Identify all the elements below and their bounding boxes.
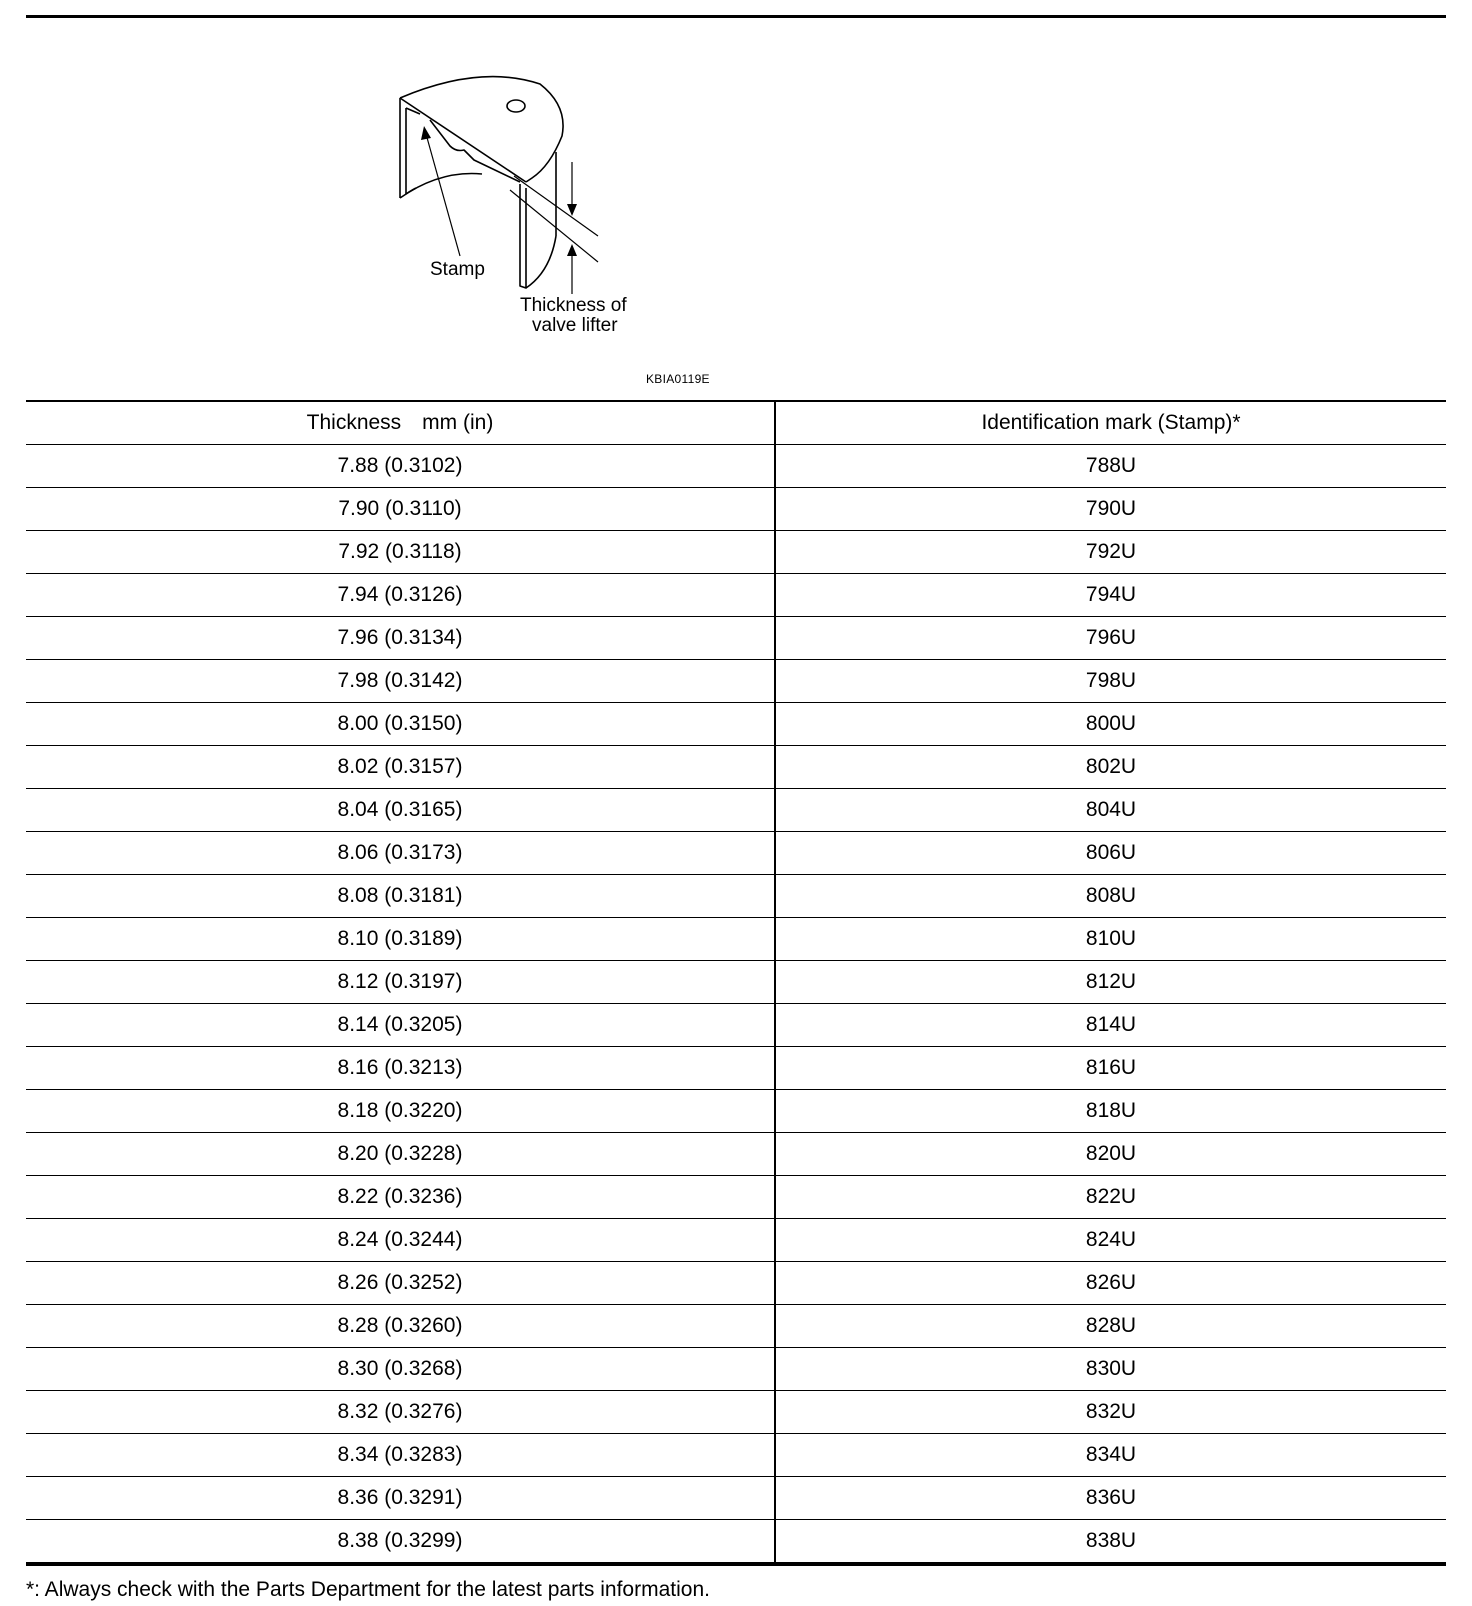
thickness-cell: 8.38 (0.3299) bbox=[26, 1520, 775, 1565]
valve-lifter-figure bbox=[390, 66, 660, 356]
thickness-cell: 8.06 (0.3173) bbox=[26, 832, 775, 875]
identification-mark-cell: 830U bbox=[775, 1348, 1446, 1391]
table-row bbox=[26, 1219, 1446, 1262]
top-rule bbox=[26, 15, 1446, 18]
identification-mark-cell: 800U bbox=[775, 703, 1446, 746]
thickness-cell: 8.20 (0.3228) bbox=[26, 1133, 775, 1176]
table-row bbox=[26, 445, 1446, 488]
identification-mark-cell: 816U bbox=[775, 1047, 1446, 1090]
table-row bbox=[26, 1047, 1446, 1090]
table-row bbox=[26, 1348, 1446, 1391]
thickness-cell: 8.26 (0.3252) bbox=[26, 1262, 775, 1305]
thickness-cell: 7.94 (0.3126) bbox=[26, 574, 775, 617]
thickness-cell: 8.32 (0.3276) bbox=[26, 1391, 775, 1434]
identification-mark-cell: 838U bbox=[775, 1520, 1446, 1565]
table-row bbox=[26, 1477, 1446, 1520]
thickness-cell: 8.30 (0.3268) bbox=[26, 1348, 775, 1391]
table-row bbox=[26, 1133, 1446, 1176]
table-row bbox=[26, 1176, 1446, 1219]
thickness-cell: 8.04 (0.3165) bbox=[26, 789, 775, 832]
identification-mark-cell: 818U bbox=[775, 1090, 1446, 1133]
table-row bbox=[26, 875, 1446, 918]
footnote: *: Always check with the Parts Department for the latest parts information. bbox=[26, 1578, 710, 1601]
identification-mark-cell: 790U bbox=[775, 488, 1446, 531]
identification-mark-cell: 828U bbox=[775, 1305, 1446, 1348]
identification-mark-cell: 798U bbox=[775, 660, 1446, 703]
table-row bbox=[26, 617, 1446, 660]
identification-mark-cell: 834U bbox=[775, 1434, 1446, 1477]
identification-mark-cell: 824U bbox=[775, 1219, 1446, 1262]
thickness-cell: 7.92 (0.3118) bbox=[26, 531, 775, 574]
thickness-cell: 7.88 (0.3102) bbox=[26, 445, 775, 488]
table-row bbox=[26, 703, 1446, 746]
thickness-cell: 8.08 (0.3181) bbox=[26, 875, 775, 918]
table-row bbox=[26, 1004, 1446, 1047]
valve-lifter-thickness-table bbox=[26, 400, 1446, 1566]
thickness-cell: 8.18 (0.3220) bbox=[26, 1090, 775, 1133]
thickness-label-line2: valve lifter bbox=[532, 315, 618, 336]
thickness-cell: 8.28 (0.3260) bbox=[26, 1305, 775, 1348]
table-row bbox=[26, 961, 1446, 1004]
identification-mark-cell: 806U bbox=[775, 832, 1446, 875]
identification-mark-cell: 794U bbox=[775, 574, 1446, 617]
identification-mark-cell: 812U bbox=[775, 961, 1446, 1004]
thickness-cell: 8.36 (0.3291) bbox=[26, 1477, 775, 1520]
header-identification-mark: Identification mark (Stamp)* bbox=[775, 401, 1446, 445]
identification-mark-cell: 826U bbox=[775, 1262, 1446, 1305]
thickness-cell: 8.12 (0.3197) bbox=[26, 961, 775, 1004]
identification-mark-cell: 836U bbox=[775, 1477, 1446, 1520]
thickness-cell: 8.14 (0.3205) bbox=[26, 1004, 775, 1047]
table-row bbox=[26, 1305, 1446, 1348]
thickness-label-line1: Thickness of bbox=[520, 295, 627, 316]
identification-mark-cell: 832U bbox=[775, 1391, 1446, 1434]
figure-code: KBIA0119E bbox=[646, 372, 710, 386]
table-row bbox=[26, 660, 1446, 703]
header-thickness: Thickness mm (in) bbox=[26, 401, 775, 445]
identification-mark-cell: 820U bbox=[775, 1133, 1446, 1176]
thickness-cell: 7.98 (0.3142) bbox=[26, 660, 775, 703]
table-body bbox=[26, 445, 1446, 1565]
table-row bbox=[26, 1520, 1446, 1565]
stamp-label: Stamp bbox=[430, 259, 485, 280]
identification-mark-cell: 804U bbox=[775, 789, 1446, 832]
identification-mark-cell: 814U bbox=[775, 1004, 1446, 1047]
table-row bbox=[26, 746, 1446, 789]
table-row bbox=[26, 918, 1446, 961]
thickness-cell: 8.24 (0.3244) bbox=[26, 1219, 775, 1262]
table-row bbox=[26, 789, 1446, 832]
table-row bbox=[26, 1090, 1446, 1133]
thickness-cell: 8.34 (0.3283) bbox=[26, 1434, 775, 1477]
thickness-cell: 7.90 (0.3110) bbox=[26, 488, 775, 531]
identification-mark-cell: 796U bbox=[775, 617, 1446, 660]
thickness-cell: 8.16 (0.3213) bbox=[26, 1047, 775, 1090]
identification-mark-cell: 788U bbox=[775, 445, 1446, 488]
table-row bbox=[26, 1434, 1446, 1477]
identification-mark-cell: 792U bbox=[775, 531, 1446, 574]
thickness-cell: 7.96 (0.3134) bbox=[26, 617, 775, 660]
thickness-cell: 8.02 (0.3157) bbox=[26, 746, 775, 789]
table-row bbox=[26, 1391, 1446, 1434]
table-row bbox=[26, 574, 1446, 617]
table-row bbox=[26, 1262, 1446, 1305]
identification-mark-cell: 822U bbox=[775, 1176, 1446, 1219]
table-row bbox=[26, 832, 1446, 875]
thickness-cell: 8.10 (0.3189) bbox=[26, 918, 775, 961]
table-row bbox=[26, 488, 1446, 531]
table-row bbox=[26, 531, 1446, 574]
identification-mark-cell: 802U bbox=[775, 746, 1446, 789]
identification-mark-cell: 808U bbox=[775, 875, 1446, 918]
identification-mark-cell: 810U bbox=[775, 918, 1446, 961]
thickness-cell: 8.00 (0.3150) bbox=[26, 703, 775, 746]
table-header-row bbox=[26, 401, 1446, 445]
thickness-cell: 8.22 (0.3236) bbox=[26, 1176, 775, 1219]
